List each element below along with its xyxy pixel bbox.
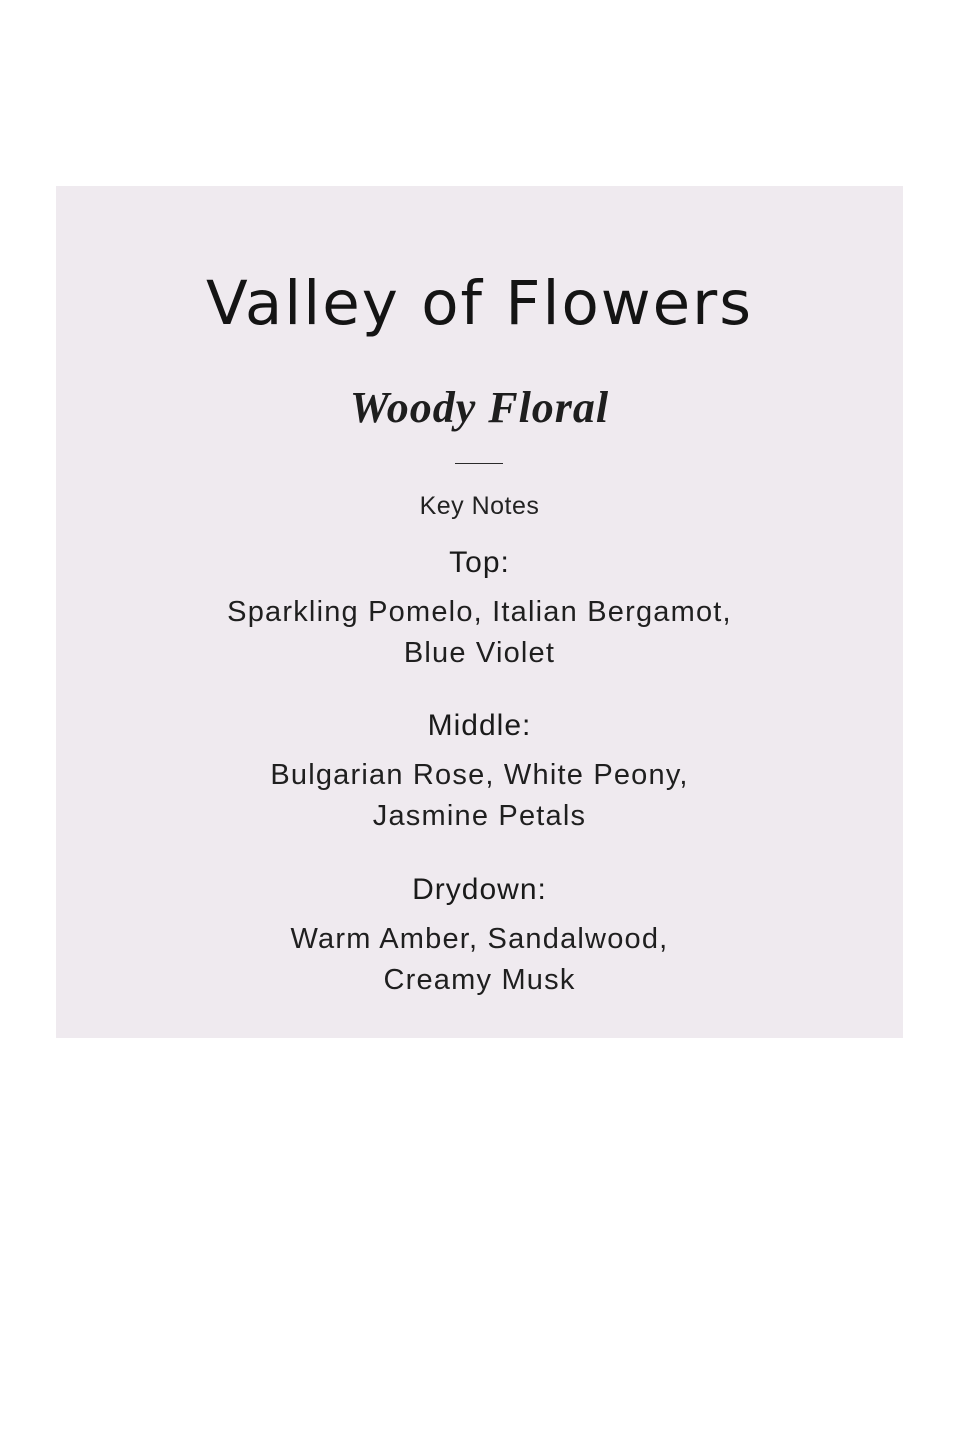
key-notes-label: Key Notes: [419, 492, 540, 520]
middle-notes-line: Jasmine Petals: [372, 800, 587, 832]
drydown-notes-list: [56, 919, 903, 1001]
top-notes-heading: Top:: [449, 546, 510, 579]
divider: [455, 463, 503, 464]
product-title: Valley of Flowers: [205, 268, 754, 339]
top-notes-line: Sparkling Pomelo, Italian Bergamot,: [227, 596, 732, 628]
middle-notes-section: [56, 707, 903, 837]
drydown-notes-line: Creamy Musk: [383, 964, 576, 996]
fragrance-notes-card: [56, 186, 903, 1038]
middle-notes-heading: Middle:: [427, 709, 532, 742]
middle-notes-list: [56, 755, 903, 837]
drydown-notes-line: Warm Amber, Sandalwood,: [290, 923, 669, 955]
middle-notes-line: Bulgarian Rose, White Peony,: [270, 759, 689, 791]
top-notes-line: Blue Violet: [403, 637, 556, 669]
drydown-notes-section: [56, 871, 903, 1001]
top-notes-list: [56, 592, 903, 674]
fragrance-family: Woody Floral: [349, 383, 610, 432]
drydown-notes-heading: Drydown:: [412, 873, 547, 906]
top-notes-section: [56, 544, 903, 674]
